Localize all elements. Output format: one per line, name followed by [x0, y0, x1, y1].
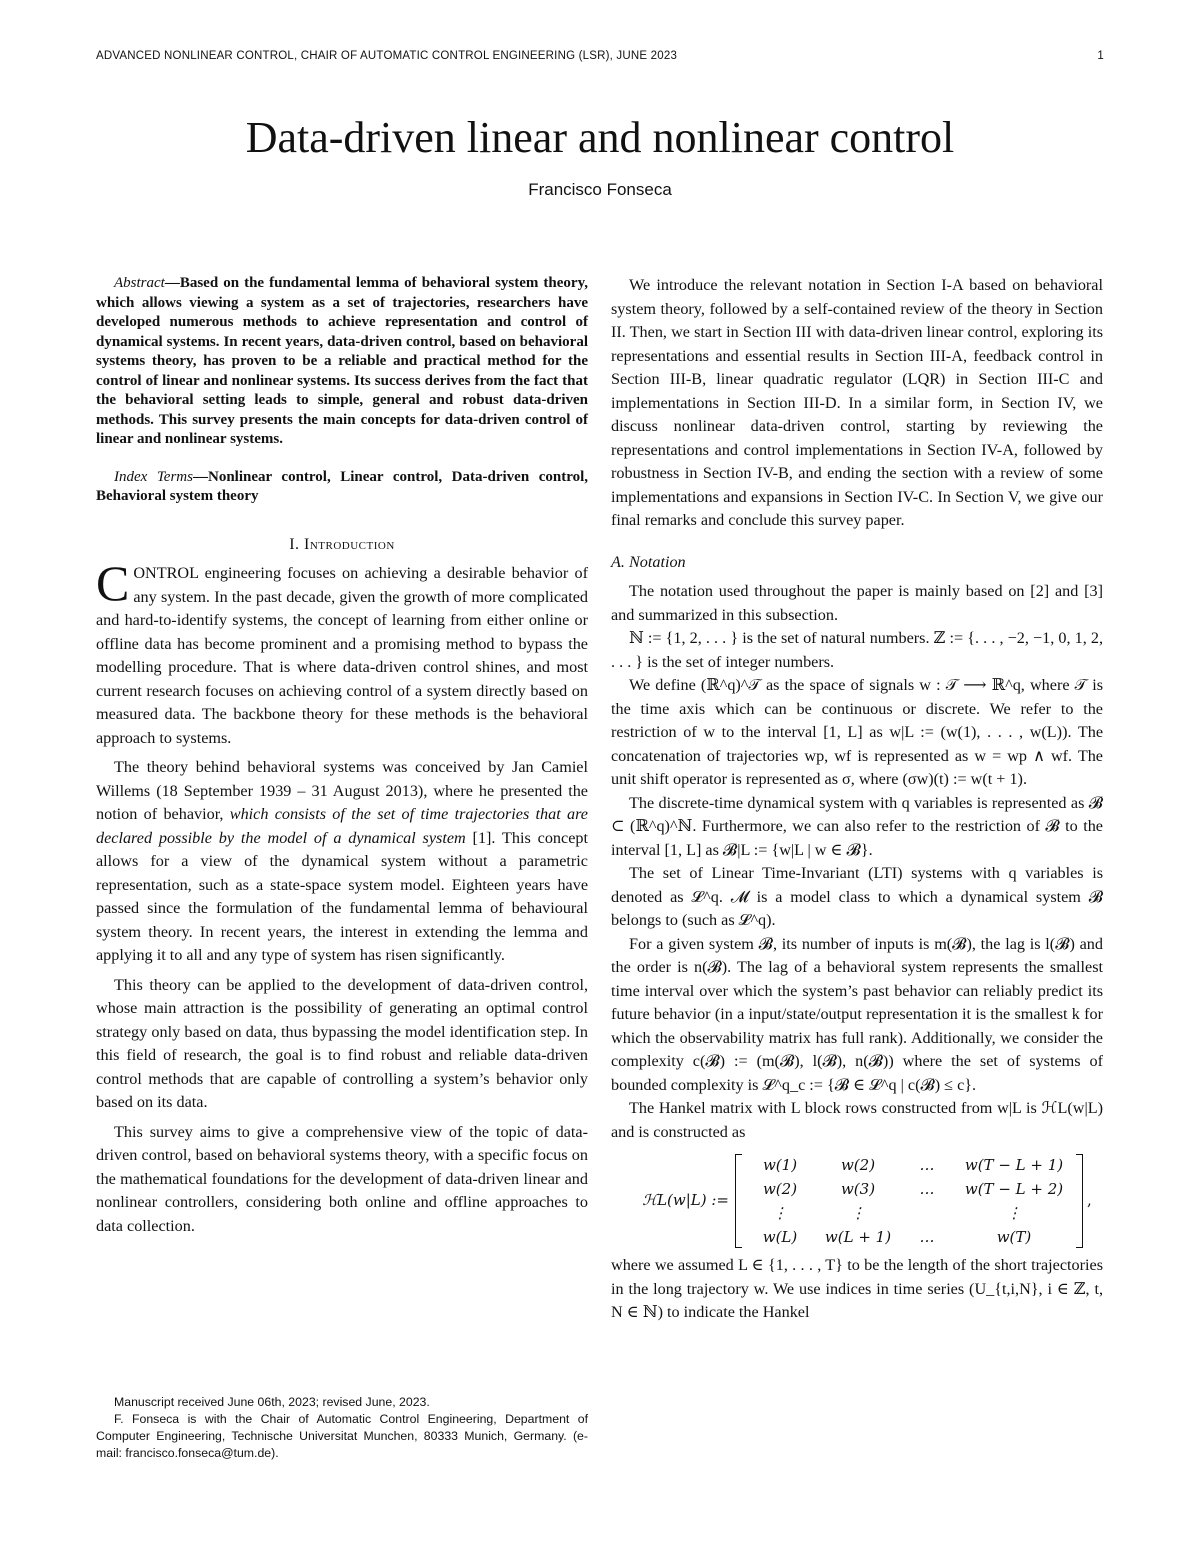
matrix-cell: w(1): [762, 1156, 798, 1174]
notation-paragraph-4: The discrete-time dynamical system with q variables is represented as 𝓑 ⊂ (ℝ^q)^ℕ. Furthermore, we can also refer to the restriction of 𝓑 to the interval [1, L] as 𝓑|L := {w|L | w ∈ 𝓑}.: [611, 793, 1103, 859]
right-column: [611, 274, 1103, 1325]
intro-paragraph-4: This survey aims to give a comprehensive view of the topic of data-driven control, based on behavioral systems theory, with a specific focus on the mathematical foundations for the development of data-driven linear and nonlinear controllers, considering both online and offline approaches to data collection.: [96, 1122, 588, 1235]
matrix-cell: w(2): [762, 1180, 798, 1198]
intro-paragraph-1: CONTROL engineering focuses on achieving a desirable behavior of any system. In the past decade, given the growth of more complicated and hard-to-identify systems, the concept of learning from either online or offline data has become prominent and a promising method to bypass the modelling procedure. That is where data-driven control shines, and most current research focuses on achieving control of a system directly based on measured data. The backbone theory for these methods is the behavioral approach to systems.: [96, 555, 588, 747]
index-terms-label: Index Terms: [114, 468, 193, 485]
outline-paragraph: We introduce the relevant notation in Section I-A based on behavioral system theory, followed by a self-contained review of the theory in Section II. Then, we start in Section III with data-driven linear control, exploring its representations and essential results in Section III-A, feedback control in Section III-B, linear quadratic regulator (LQR) in Section III-C and implementations in Section III-D. In a similar form, in Section IV, we discuss nonlinear data-driven control, starting by reviewing the representations and control implementations in Section IV-A, followed by robustness in Section IV-B, and ending the section with a review of some implementations and expansions in Section IV-C. In Section V, we give our final remarks and conclude this survey paper.: [611, 276, 1103, 529]
running-header: [96, 50, 1104, 62]
abstract-label: Abstract: [114, 275, 165, 291]
footnote-manuscript: Manuscript received June 06th, 2023; revised June, 2023.: [114, 1395, 430, 1409]
paper-author: Francisco Fonseca: [528, 180, 672, 199]
notation-paragraph-6: For a given system 𝓑, its number of inputs is m(𝓑), the lag is l(𝓑) and the order is n(𝓑). The lag of a behavioral system represents the smallest time interval over which the system’s past behavior can reliably predict its future behavior (in a input/state/output representation it is the smallest k for which the observability matrix has full rank). Additionally, we consider the complexity c(𝓑) := (m(𝓑), l(𝓑), n(𝓑)) where the set of systems of bounded complexity is 𝓛^q_c := {𝓑 ∈ 𝓛^q | c(𝓑) ≤ c}.: [611, 934, 1103, 1094]
abstract: [96, 274, 588, 450]
index-terms-text: —Nonlinear control, Linear control, Data-driven control, Behavioral system theory: [96, 468, 588, 504]
running-title: ADVANCED NONLINEAR CONTROL, CHAIR OF AUTOMATIC CONTROL ENGINEERING (LSR), JUNE 2023: [96, 50, 678, 62]
paper-title: Data-driven linear and nonlinear control: [245, 113, 955, 162]
matrix-cell: w(T − L + 1): [964, 1156, 1064, 1174]
intro-paragraph-2: [96, 756, 588, 968]
intro-paragraph-3: This theory can be applied to the development of data-driven control, whose main attraction is the possibility of generating an optimal control strategy only based on data, thus bypassing the model identification step. In this field of research, the goal is to find robust and reliable data-driven control methods that are capable of controlling a system’s behavior only based on its data.: [96, 975, 588, 1111]
subsection-heading-notation: A. Notation: [611, 552, 686, 571]
matrix-cell: w(T): [996, 1228, 1032, 1246]
matrix-cell: ⋮: [850, 1204, 866, 1222]
intro-p2-quote: which consists of the set of time trajectories that are declared possible by the model of a dynamical system: [96, 805, 588, 847]
equation-lhs: ℋL(w|L) :=: [642, 1191, 729, 1210]
matrix-cell: w(T − L + 2): [964, 1180, 1064, 1198]
matrix-cell: [900, 1202, 954, 1224]
page-number: 1: [1097, 50, 1104, 62]
notation-paragraph-2: ℕ := {1, 2, . . . } is the set of natural numbers. ℤ := {. . . , −2, −1, 0, 1, 2, . . . } is the set of integer numbers.: [611, 629, 1103, 671]
footnote-affiliation: F. Fonseca is with the Chair of Automatic Control Engineering, Department of Computer Engineering, Technische Universitat Munchen, 80333 Munich, Germany. (e-mail: francisco.fonseca@tum.de).: [96, 1412, 588, 1460]
index-terms: [96, 468, 588, 507]
left-column: [96, 274, 588, 1238]
abstract-text: —Based on the fundamental lemma of behavioral system theory, which allows viewing a system as a set of trajectories, researchers have developed numerous methods to achieve representation and control of dynamical systems. In recent years, data-driven control, based on behavioral systems theory, has proven to be a reliable and practical method for the control of linear and nonlinear systems. Its success derives from the fact that the behavioral setting leads to simple, general and robust data-driven methods. This survey presents the main concepts for data-driven control of linear and nonlinear systems.: [96, 275, 588, 447]
matrix-cell: …: [919, 1180, 935, 1198]
notation-paragraph-3: We define (ℝ^q)^𝒯 as the space of signals w : 𝒯 ⟶ ℝ^q, where 𝒯 is the time axis which can be continuous or discrete. We refer to the restriction of w to the interval [1, L] as w|L := (w(1), . . . , w(L)). The concatenation of trajectories wp, wf is represented as w = wp ∧ wf. The unit shift operator is represented as σ, where (σw)(t) := w(t + 1).: [611, 676, 1103, 788]
matrix-cell: ⋮: [772, 1204, 788, 1222]
matrix-cell: w(L + 1): [824, 1228, 892, 1246]
intro-p2-start: The theory behind behavioral systems was conceived by Jan Camiel Willems (18 September 1939 – 31 August 2013), where he presented the notion of behavior,: [96, 758, 588, 823]
matrix-cell: …: [919, 1156, 935, 1174]
matrix-cell: ⋮: [1006, 1204, 1022, 1222]
intro-p2-end: [1]. This concept allows for a view of the dynamical system without a parametric representation, such as a state-space system model. Eighteen years have passed since the formulation of the fundamental lemma of behavioural system theory. In recent years, the interest in extending the lemma and applying it to all and any type of system has risen significantly.: [96, 828, 588, 964]
notation-paragraph-7: The Hankel matrix with L block rows constructed from w|L is ℋL(w|L) and is constructed as: [611, 1099, 1103, 1141]
matrix-cell: w(3): [840, 1180, 876, 1198]
hankel-matrix: [735, 1154, 1083, 1248]
notation-paragraph-8: where we assumed L ∈ {1, . . . , T} to be the length of the short trajectories in the long trajectory w. We use indices in time series (U_{t,i,N}, i ∈ ℤ, t, N ∈ ℕ) to indicate the Hankel: [611, 1256, 1103, 1321]
footnotes: [96, 1394, 588, 1462]
section-heading-introduction: I. Introduction: [289, 535, 395, 553]
equation-trailing-comma: ,: [1087, 1191, 1092, 1210]
notation-paragraph-5: The set of Linear Time-Invariant (LTI) systems with q variables is denoted as 𝓛^q. 𝓜 is a model class to which a dynamical system 𝓑 belongs to (such as 𝓛^q).: [611, 864, 1103, 929]
hankel-equation: [611, 1154, 1103, 1248]
matrix-cell: …: [919, 1228, 935, 1246]
matrix-cell: w(L): [762, 1228, 798, 1246]
notation-paragraph-1: The notation used throughout the paper is mainly based on [2] and [3] and summarized in this subsection.: [611, 582, 1103, 624]
matrix-cell: w(2): [840, 1156, 876, 1174]
